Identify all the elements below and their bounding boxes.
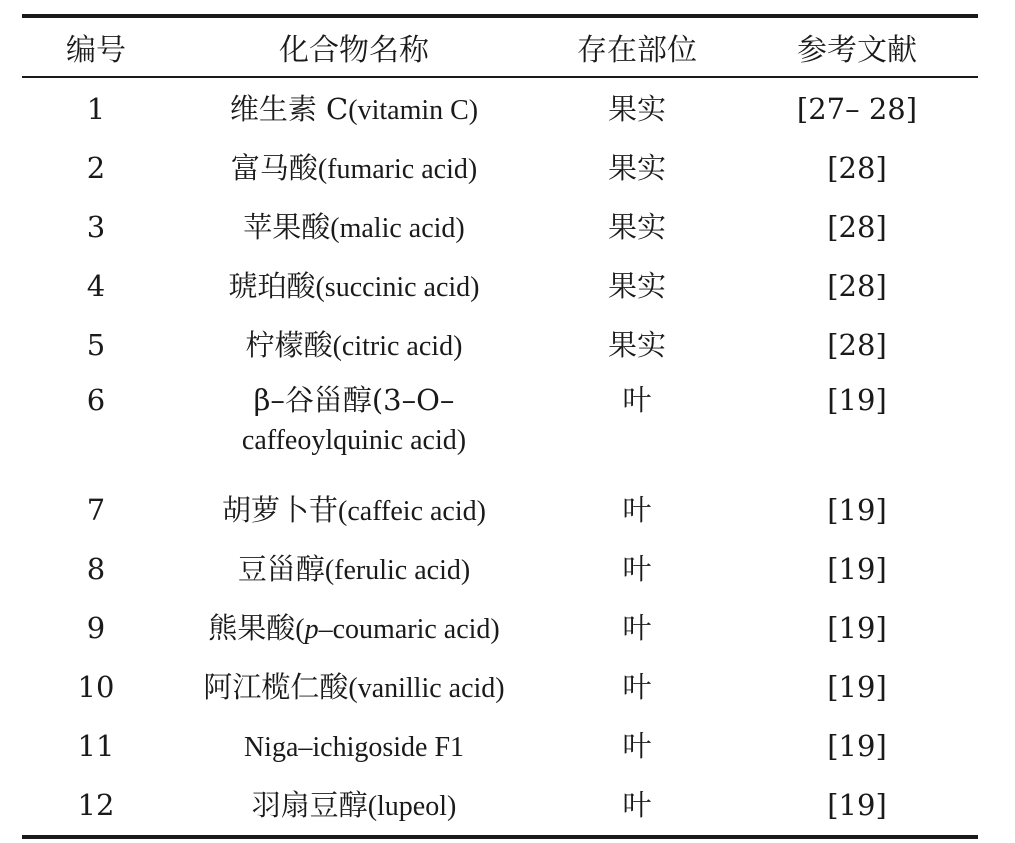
header-compound-name: 化合物名称 — [279, 33, 429, 68]
name-rest: –coumaric acid) — [318, 613, 500, 645]
cell-number: 1 — [86, 92, 106, 127]
name-latin: (fumaric acid) — [317, 153, 478, 185]
compound-table-container — [22, 14, 978, 839]
table-row — [22, 139, 978, 198]
table-row — [22, 316, 978, 375]
cell-reference: [28] — [827, 151, 887, 186]
cell-number: 10 — [77, 670, 115, 705]
name-cn: 维生素 C — [229, 91, 349, 126]
name-latin: (succinic acid) — [315, 271, 480, 303]
name-italic-p: p — [304, 613, 319, 645]
name-latin: (caffeic acid) — [338, 495, 486, 527]
table-row — [22, 198, 978, 257]
cell-location: 叶 — [622, 788, 652, 823]
header-row — [22, 16, 978, 77]
cell-compound-name — [170, 375, 538, 481]
cell-compound-name — [170, 481, 538, 540]
cell-compound-name — [170, 139, 538, 198]
cell-location: 果实 — [607, 328, 666, 363]
cell-reference: [28] — [827, 328, 887, 363]
cell-location: 叶 — [622, 552, 652, 587]
name-line-1: β–谷甾醇(3–O– — [253, 383, 455, 417]
cell-reference: [27– 28] — [796, 92, 918, 127]
cell-reference: [19] — [827, 611, 887, 646]
name-latin: (ferulic acid) — [324, 554, 471, 586]
cell-reference: [19] — [827, 670, 887, 705]
cell-number: 9 — [86, 611, 106, 646]
name-cn: 豆甾醇 — [237, 551, 325, 586]
name-cn: 熊果酸 — [208, 610, 296, 645]
header-reference: 参考文献 — [797, 33, 917, 68]
cell-reference: [28] — [827, 210, 887, 245]
table-row — [22, 776, 978, 837]
name-cn: 羽扇豆醇 — [251, 787, 368, 822]
name-latin: (malic acid) — [330, 212, 465, 244]
name-prefix: ( — [295, 613, 305, 645]
cell-location: 叶 — [622, 611, 652, 646]
cell-location: 叶 — [622, 729, 652, 764]
name-cn: 柠檬酸 — [245, 327, 333, 362]
table-row — [22, 658, 978, 717]
name-latin: Niga–ichigoside F1 — [243, 731, 465, 763]
cell-location: 果实 — [607, 151, 666, 186]
cell-number: 2 — [86, 151, 106, 186]
cell-number: 5 — [86, 328, 106, 363]
table-row — [22, 77, 978, 139]
cell-compound-name — [170, 776, 538, 837]
table-header — [22, 16, 978, 77]
cell-reference: [19] — [827, 383, 887, 417]
cell-compound-name — [170, 316, 538, 375]
name-cn: 苹果酸 — [243, 209, 331, 244]
table-body — [22, 77, 978, 837]
name-latin: (lupeol) — [367, 790, 457, 822]
table-row — [22, 540, 978, 599]
cell-compound-name — [170, 540, 538, 599]
name-latin: (citric acid) — [332, 330, 463, 362]
cell-location: 叶 — [622, 670, 652, 705]
cell-number: 4 — [86, 269, 106, 304]
cell-location: 果实 — [607, 92, 666, 127]
cell-reference: [19] — [827, 729, 887, 764]
cell-location: 果实 — [607, 210, 666, 245]
name-cn: 琥珀酸 — [228, 268, 316, 303]
table-row — [22, 599, 978, 658]
cell-reference: [28] — [827, 269, 887, 304]
cell-reference: [19] — [827, 493, 887, 528]
name-cn: 富马酸 — [230, 150, 318, 185]
cell-number: 7 — [86, 493, 106, 528]
cell-compound-name — [170, 717, 538, 776]
table-row — [22, 257, 978, 316]
cell-compound-name — [170, 658, 538, 717]
cell-number: 3 — [86, 210, 106, 245]
cell-number: 12 — [77, 788, 115, 823]
cell-compound-name — [170, 257, 538, 316]
name-cn: 阿江榄仁酸 — [203, 669, 349, 704]
cell-location: 叶 — [622, 383, 652, 417]
name-latin: (vitamin C) — [348, 94, 479, 126]
cell-compound-name — [170, 198, 538, 257]
cell-location: 叶 — [622, 493, 652, 528]
compound-table — [22, 14, 978, 839]
name-line-2: caffeoylquinic acid) — [241, 425, 467, 457]
header-number: 编号 — [66, 33, 126, 68]
name-latin: (vanillic acid) — [348, 672, 505, 704]
header-location: 存在部位 — [577, 33, 697, 68]
table-row — [22, 481, 978, 540]
cell-reference: [19] — [827, 552, 887, 587]
cell-reference: [19] — [827, 788, 887, 823]
cell-number: 8 — [86, 552, 106, 587]
table-row — [22, 717, 978, 776]
cell-number: 11 — [77, 729, 115, 764]
cell-compound-name — [170, 599, 538, 658]
cell-compound-name — [170, 77, 538, 139]
name-cn: 胡萝卜苷 — [222, 492, 339, 527]
cell-location: 果实 — [607, 269, 666, 304]
cell-number: 6 — [86, 383, 106, 417]
table-row — [22, 375, 978, 481]
